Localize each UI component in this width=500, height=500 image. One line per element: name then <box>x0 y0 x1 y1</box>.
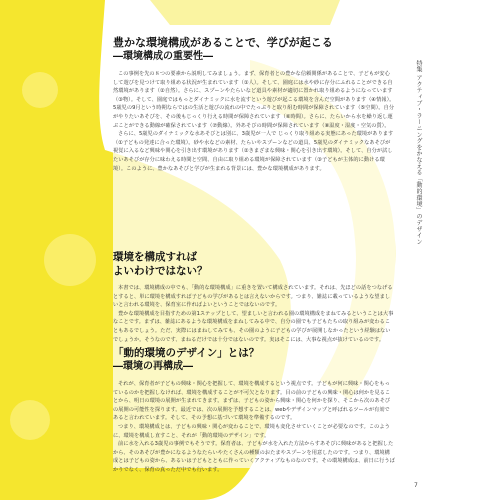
page-number: 7 <box>414 482 418 489</box>
section-1 <box>113 36 395 173</box>
section-2-title-line1: 環境を構成すれば <box>113 251 197 263</box>
side-running-title: 特集 アクティブ・ラーニングをかなえる「動的環境」のデザイン <box>415 60 422 245</box>
section-3-title: 「動的環境のデザイン」とは？ <box>113 347 260 359</box>
section-2 <box>113 250 395 344</box>
section-2-paragraph: 本書では、環境構成の中でも、「動的な環境構成」に重きを置いて構成されています。それは、先ほどの話をつなげるとすると、単に環境を構成すれば子どもの学びがあるとは言えないからです。つまり、雑誌に載っているような望ましいと言われる環境を、保育室に作ればよいということではないのです。 <box>113 285 393 309</box>
section-3-paragraph: つまり、環境構成とは、子どもの興味・関心が変わることで、環境も変化させていくことが必要なのです。このように、環境を構成し直すこと、それが「動的環境のデザイン」です。 <box>113 423 390 439</box>
section-1-subtitle: ―環境構成の重要性― <box>113 51 213 62</box>
section-2-title-line2: よいわけではない？ <box>113 265 208 277</box>
section-2-paragraph: 豊かな環境構成を目指すための第1ステップとして、望ましいと言われる園の環境構成をまねてみるということは大事なことです。まずは、雑誌にあるような環境構成をまねしてみる中で、自分の園でも子どもたちの取り組みが変わることもあるでしょう。ただ、実際にはまねしてみても、その園のように子どもの学びが展開しなかったという経験はないでしょうか。そうなのです、まねるだけでは十分ではないのです。実はそこには、大事な視点が抜けているのです。 <box>113 310 394 343</box>
section-1-paragraph: さらに、5歳児のダイナミックな水あそびとは別に、3歳児が一人で じっくり取り組める実態にあった環境があります（①子どもの発達に合った環境）。砂や水などの素材、たらいやスプーンなどの道具、5歳児のダイナミックなあそびが視覚に入るなど興味や関心を引き出す環境があります（②きまざまな興味・関心を引き出す環境）。そして、自分が試したいあそびが存分に味わえる時間と空間、自由に取り組める環境が保障されています（③子どもが主体的に動ける環境）。このように、豊かなあそびと学びが生まれる背景には、豊かな環境構成があります。 <box>113 131 394 172</box>
section-1-title: 豊かな環境構成があることで、学びが起こる <box>113 36 333 49</box>
section-3 <box>113 346 395 475</box>
section-3-paragraph: 前に水を入れる3歳児の事例でもそうです。保育者は、子どもが水を入れた方法からすあそびに興味があると把握したから、そのあそびが豊かになるようなたらいやたくさんの種類のおたまやスプーンを用意したのです。つまり、環境構成とは子どもの姿から、あるいは子どもとともに作っていくアクティブなものなのです。その環境構成は、前日に行うばかりでなく、保育の真っただ中でも行います。 <box>113 441 395 473</box>
section-3-paragraph: それが、保育者が子どもの興味・関心を把握して、環境を構成するという視点です。子どもが何に興味・関心をもっているのかを把握しなければ、環境を構成することが不可欠となります。目の前の子どもの興味・関心は何かを見ることから、明日の環境の展開が生まれてきます。まずは、子どもの姿から興味・関心を何かを探り、そこから次のあそびの展開の可能性を探ります。最近では、次の展開を予想することは、webやデザインマップと呼ばれるツールが有効であると言われています。そして、その予想に基づいて環境を準備するのです。 <box>113 381 391 422</box>
section-3-subtitle: ―環境の再構成― <box>113 361 193 372</box>
section-1-paragraph: この事例を先の８つの要素から説明してみましょう。まず、保育者との豊かな信頼関係があることで、子どもが安心して遊びを見つけて取り組める状況が生まれています（①人）。そして、園庭には水や砂に存分にふれることができる自然環境があります（②自然）。さらに、スプーンやたらいなど道具や素材が適切に置かれ取り組めるようになっています（③物）。そして、園庭ではもっとダイナミックに水を流すという遊びが起こる環境を含んだ空間があります（④情報）。5歳児の9月という時期ならではの生活と遊びの流れの中でたっぷりと取り組む時間が保障されています（⑤空間）。自分がやりたいあそびを、その後もじっくり行える時間が保障されています（⑥時間）。さらに、たらいから水を繰り返し運ぶことができる動線が確保されています（⑦動線）。外あそびの時間が保障されています（⑧温度・湿度・空気の質）。 <box>113 71 395 129</box>
